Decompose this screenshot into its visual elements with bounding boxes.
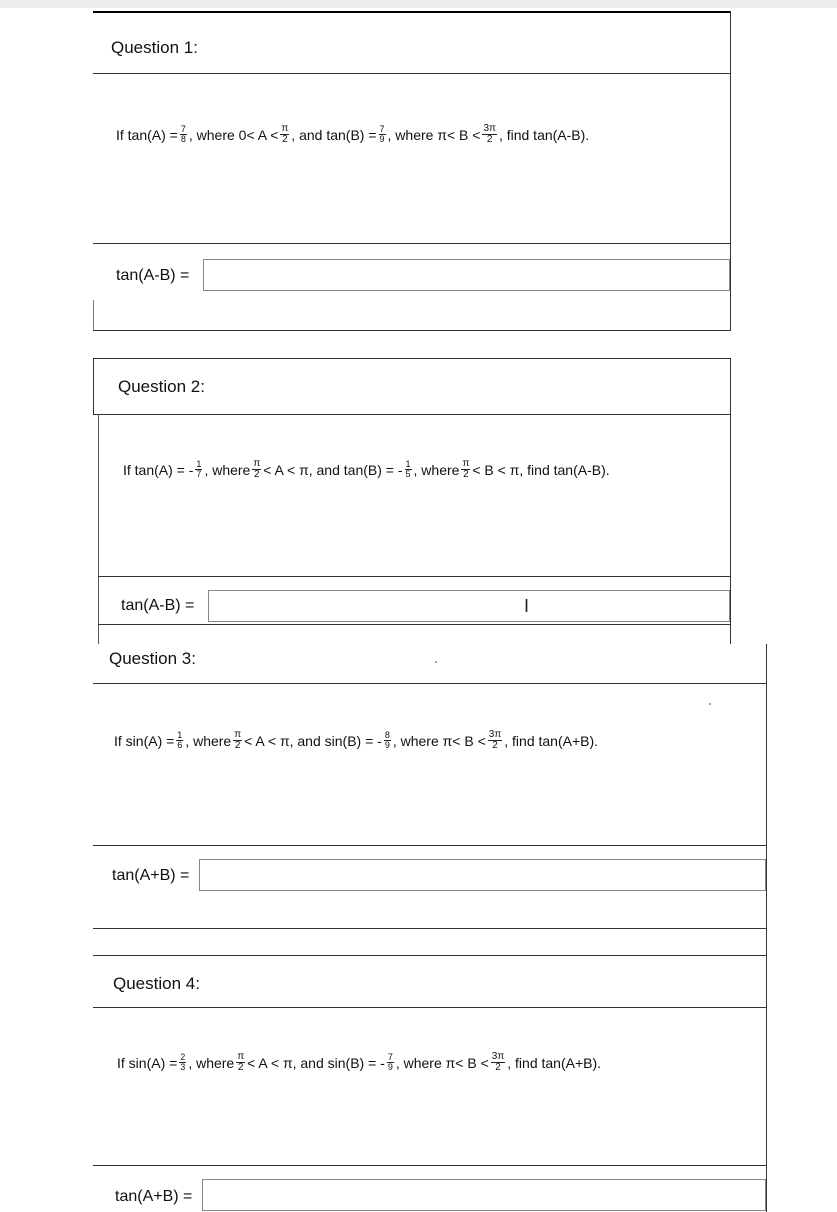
q1-answer-input[interactable]	[203, 259, 730, 291]
q4-frac-r2-num: 3π	[491, 1051, 505, 1062]
q1-title-divider	[93, 73, 731, 74]
q2-answer-label: tan(A-B) =	[121, 597, 195, 614]
q1-frac-a-den: 8	[180, 134, 186, 144]
q1-title: Question 1:	[111, 38, 198, 57]
q2-answer-divider	[98, 576, 730, 577]
q2-frac-r2	[461, 459, 470, 480]
q3-text-mid2: < A < π, and sin(B) = -	[244, 732, 382, 749]
q2-title: Question 2:	[118, 377, 205, 396]
q1-text-suffix: , find tan(A-B).	[498, 126, 590, 143]
q4-text-mid1: , where	[188, 1054, 235, 1071]
q1-frac-r1-num: π	[281, 123, 289, 134]
q3-answer-input[interactable]	[199, 859, 766, 891]
q1-text	[116, 124, 589, 145]
q4-answer-input[interactable]	[202, 1179, 766, 1211]
q4-frac-r2-den: 2	[495, 1062, 501, 1073]
q1-top-border	[93, 11, 731, 13]
q4-text-suffix: , find tan(A+B).	[507, 1054, 602, 1071]
q1-text-mid3: , where π< B <	[387, 126, 481, 143]
q4-top-border	[93, 955, 766, 956]
q2-frac-r1	[252, 459, 261, 480]
q2-text	[123, 459, 610, 480]
speck-2	[709, 703, 711, 705]
q3-bottom-border	[93, 928, 766, 929]
q1-frac-r2-num: 3π	[483, 123, 496, 134]
q1-answer-divider	[93, 243, 731, 244]
q2-text-prefix: If tan(A) = -	[123, 461, 194, 478]
q3-frac-r2-den: 2	[492, 740, 498, 751]
q1-text-mid2: , and tan(B) =	[291, 126, 377, 143]
q4-frac-b	[387, 1053, 394, 1072]
q4-text-mid3: , where π< B <	[395, 1054, 489, 1071]
q3-title: Question 3:	[109, 649, 196, 668]
q4-frac-r1	[236, 1052, 245, 1073]
q2-text-mid2: < A < π, and tan(B) = -	[263, 461, 403, 478]
q3-frac-r2-num: 3π	[488, 729, 502, 740]
q1-frac-a	[180, 125, 187, 144]
q2-right-border	[730, 358, 731, 644]
q2-text-mid1: , where	[204, 461, 251, 478]
q2-frac-a-num: 1	[196, 459, 202, 469]
q3-text-prefix: If sin(A) =	[114, 732, 175, 749]
q4-frac-a	[179, 1053, 186, 1072]
q4-frac-a-num: 2	[180, 1052, 186, 1062]
q3-text-mid1: , where	[185, 732, 232, 749]
q3-frac-r1-den: 2	[234, 740, 241, 751]
q1-right-border	[730, 11, 731, 331]
q4-frac-a-den: 3	[180, 1062, 186, 1072]
q4-text	[117, 1052, 601, 1073]
q3-answer-divider	[93, 845, 766, 846]
text-cursor-icon: I	[524, 596, 530, 616]
q3-frac-a-den: 6	[177, 740, 183, 750]
q3-q4-right-border	[766, 644, 767, 1212]
q2-text-suffix: < B < π, find tan(A-B).	[472, 461, 610, 478]
q2-frac-a-den: 7	[196, 469, 202, 479]
q4-text-mid2: < A < π, and sin(B) = -	[247, 1054, 385, 1071]
q2-left-border	[93, 358, 94, 415]
q1-frac-b-num: 7	[379, 124, 385, 134]
q2-text-mid3: , where	[413, 461, 460, 478]
q4-answer-divider	[93, 1165, 766, 1166]
q2-title-divider	[93, 414, 731, 415]
q1-frac-r1	[280, 124, 289, 145]
q1-frac-r1-den: 2	[282, 134, 288, 145]
q2-frac-r2-den: 2	[463, 469, 469, 480]
q4-frac-r1-num: π	[237, 1051, 245, 1062]
q1-frac-b-den: 9	[379, 134, 385, 144]
q4-frac-r2	[491, 1052, 505, 1073]
q1-bottom-border	[93, 330, 731, 331]
q2-frac-b-num: 1	[405, 459, 411, 469]
q3-frac-a-num: 1	[177, 730, 183, 740]
q1-text-prefix: If tan(A) =	[116, 126, 178, 143]
q2-frac-b	[405, 460, 412, 479]
q3-frac-r1	[233, 730, 242, 751]
q3-frac-b-den: 9	[384, 740, 390, 750]
q1-frac-r2-den: 2	[486, 134, 493, 145]
q4-text-prefix: If sin(A) =	[117, 1054, 178, 1071]
q4-frac-b-num: 7	[387, 1052, 393, 1062]
q2-frac-b-den: 5	[405, 469, 411, 479]
q2-frac-r1-num: π	[253, 458, 261, 469]
q1-answer-label: tan(A-B) =	[116, 267, 190, 284]
q3-text-mid3: , where π< B <	[392, 732, 486, 749]
q3-frac-a	[176, 731, 183, 750]
q4-frac-r1-den: 2	[237, 1062, 244, 1073]
q4-answer-label: tan(A+B) =	[115, 1188, 193, 1205]
q4-title: Question 4:	[113, 974, 200, 993]
q1-frac-b	[379, 125, 386, 144]
q2-answer-input[interactable]	[208, 590, 730, 622]
q3-text	[114, 730, 598, 751]
speck	[435, 661, 437, 663]
q1-left-edge	[93, 300, 94, 330]
q2-top-border	[93, 358, 731, 359]
q3-frac-r1-num: π	[234, 729, 242, 740]
q3-answer-label: tan(A+B) =	[112, 867, 190, 884]
q2-answer-bottom	[98, 624, 730, 625]
q2-frac-a	[195, 460, 202, 479]
q2-inner-left-border	[98, 414, 99, 644]
q4-title-divider	[93, 1007, 766, 1008]
q2-frac-r1-den: 2	[254, 469, 260, 480]
q1-frac-a-num: 7	[180, 124, 186, 134]
q3-text-suffix: , find tan(A+B).	[504, 732, 599, 749]
q2-frac-r2-num: π	[462, 458, 470, 469]
q1-frac-r2	[482, 124, 496, 145]
q3-frac-b	[384, 731, 391, 750]
q3-frac-r2	[488, 730, 502, 751]
q1-text-mid1: , where 0< A <	[188, 126, 279, 143]
q3-title-divider	[93, 683, 766, 684]
q4-frac-b-den: 9	[387, 1062, 393, 1072]
top-strip	[0, 0, 837, 8]
q3-frac-b-num: 8	[384, 730, 390, 740]
